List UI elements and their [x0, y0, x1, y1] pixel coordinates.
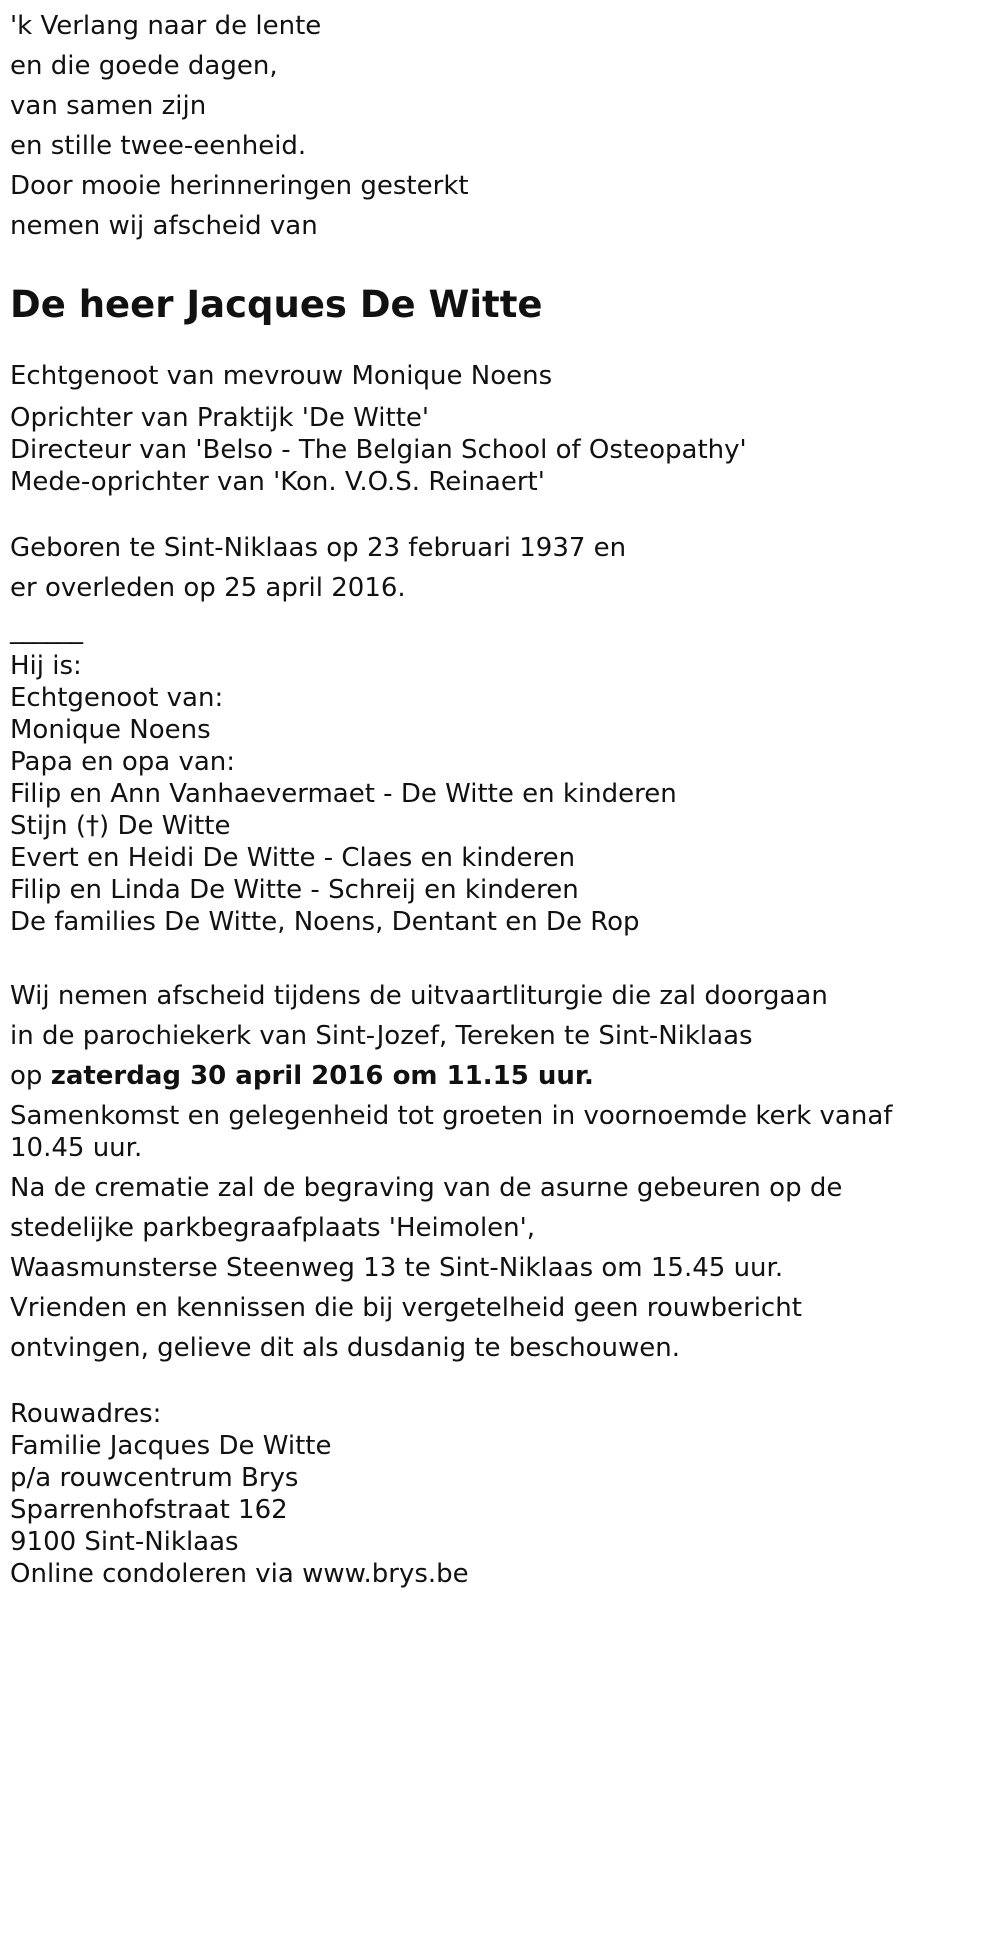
divider-line: ______: [10, 615, 82, 645]
poem-line: 'k Verlang naar de lente: [10, 11, 322, 41]
birth-block: [10, 528, 990, 608]
address-line: p/a rouwcentrum Brys: [10, 1463, 299, 1493]
function-line: Echtgenoot van mevrouw Monique Noens: [10, 361, 553, 391]
poem-block: [10, 6, 990, 246]
birth-line: er overleden op 25 april 2016.: [10, 573, 406, 603]
ceremony-line: stedelijke parkbegraafplaats 'Heimolen',: [10, 1213, 536, 1243]
family-line: Evert en Heidi De Witte - Claes en kinderen: [10, 843, 576, 873]
birth-line: Geboren te Sint-Niklaas op 23 februari 1937 en: [10, 533, 627, 563]
poem-line: van samen zijn: [10, 91, 207, 121]
ceremony-line: in de parochiekerk van Sint-Jozef, Tereken te Sint-Niklaas: [10, 1021, 753, 1051]
address-line: Familie Jacques De Witte: [10, 1431, 332, 1461]
poem-line: en die goede dagen,: [10, 51, 278, 81]
family-line: Stijn (†) De Witte: [10, 811, 231, 841]
family-line: Filip en Linda De Witte - Schreij en kinderen: [10, 875, 579, 905]
poem-line: Door mooie herinneringen gesterkt: [10, 171, 469, 201]
family-line: Hij is:: [10, 651, 82, 681]
ceremony-block: [10, 976, 990, 1368]
ceremony-date: zaterdag 30 april 2016 om 11.15 uur.: [50, 1061, 594, 1091]
ceremony-line: Wij nemen afscheid tijdens de uitvaartliturgie die zal doorgaan: [10, 981, 828, 1011]
function-line: Directeur van 'Belso - The Belgian School of Osteopathy': [10, 435, 747, 465]
family-line: Echtgenoot van:: [10, 683, 224, 713]
poem-line: en stille twee-eenheid.: [10, 131, 307, 161]
address-block: [10, 1398, 990, 1590]
family-line: Filip en Ann Vanhaevermaet - De Witte en kinderen: [10, 779, 677, 809]
ceremony-line: Vrienden en kennissen die bij vergetelheid geen rouwbericht: [10, 1293, 802, 1323]
function-line: Mede-oprichter van 'Kon. V.O.S. Reinaert': [10, 467, 545, 497]
family-block: [10, 650, 990, 938]
ceremony-line: Na de crematie zal de begraving van de asurne gebeuren op de: [10, 1173, 843, 1203]
address-line: Rouwadres:: [10, 1399, 162, 1429]
address-line: Sparrenhofstraat 162: [10, 1495, 288, 1525]
deceased-name: De heer Jacques De Witte: [10, 283, 543, 326]
family-line: De families De Witte, Noens, Dentant en De Rop: [10, 907, 640, 937]
poem-line: nemen wij afscheid van: [10, 211, 318, 241]
ceremony-line: Waasmunsterse Steenweg 13 te Sint-Niklaas om 15.45 uur.: [10, 1253, 784, 1283]
obituary-page: [10, 0, 990, 1590]
ceremony-date-line: [10, 1056, 990, 1096]
ceremony-line: ontvingen, gelieve dit als dusdanig te beschouwen.: [10, 1333, 681, 1363]
ceremony-line: Samenkomst en gelegenheid tot groeten in voornoemde kerk vanaf 10.45 uur.: [10, 1101, 893, 1163]
ceremony-date-prefix: op: [10, 1061, 51, 1091]
function-line: Oprichter van Praktijk 'De Witte': [10, 403, 430, 433]
family-line: Papa en opa van:: [10, 747, 236, 777]
address-line: 9100 Sint-Niklaas: [10, 1527, 239, 1557]
functions-block: [10, 356, 990, 498]
family-line: Monique Noens: [10, 715, 211, 745]
address-line: Online condoleren via www.brys.be: [10, 1559, 469, 1589]
